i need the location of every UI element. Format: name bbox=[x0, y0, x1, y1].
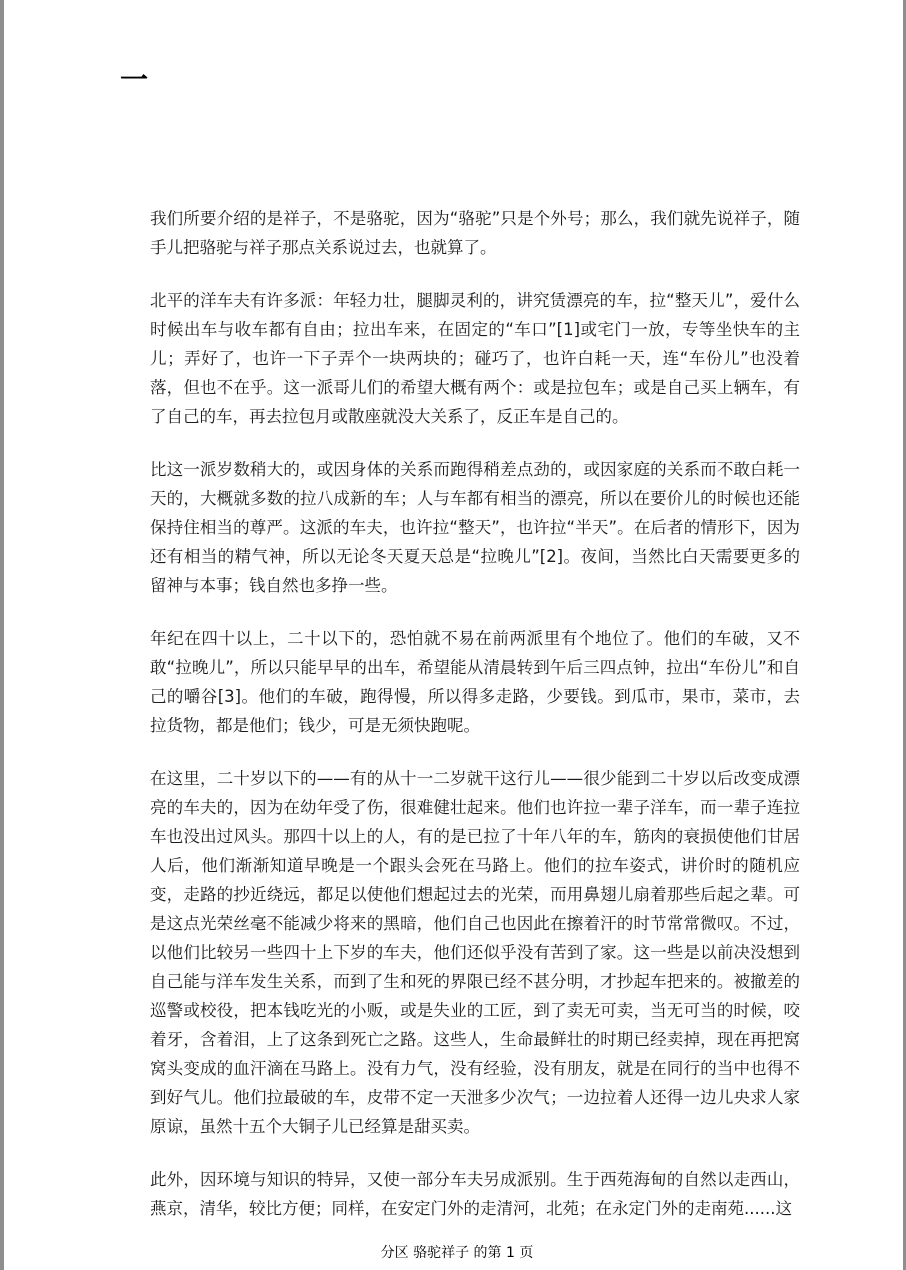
chapter-heading-mark: 一 bbox=[120, 63, 149, 96]
document-body bbox=[150, 204, 800, 1247]
paragraph-6: 此外，因环境与知识的特异，又使一部分车夫另成派别。生于西苑海甸的自然以走西山，燕京，清华，较比方便；同样，在安定门外的走清河，北苑；在永定门外的走南苑......这 bbox=[150, 1170, 800, 1218]
paragraph-1: 我们所要介绍的是祥子，不是骆驼，因为“骆驼”只是个外号；那么，我们就先说祥子，随手儿把骆驼与祥子那点关系说过去，也就算了。 bbox=[150, 209, 800, 257]
page-footer: 分区 骆驼祥子 的第 1 页 bbox=[380, 1245, 534, 1261]
paragraph-5: 在这里，二十岁以下的——有的从十一二岁就干这行儿——很少能到二十岁以后改变成漂亮的车夫的，因为在幼年受了伤，很难健壮起来。他们也许拉一辈子洋车，而一辈子连拉车也没出过风头。那四十以上的人，有的是已拉了十年八年的车，筋肉的衰损使他们甘居人后，他们渐渐知道早晚是一个跟头会死在马路上。他们的拉车姿式，讲价时的随机应变，走路的抄近绕远，都足以使他们想起过去的光荣，而用鼻翅儿扇着那些后起之辈。可是这点光荣丝毫不能减少将来的黑暗，他们自己也因此在擦着汗的时节常常微叹。不过，以他们比较另一些四十上下岁的车夫，他们还似乎没有苦到了家。这一些是以前决没想到自己能与洋车发生关系，而到了生和死的界限已经不甚分明，才抄起车把来的。被撤差的巡警或校役，把本钱吃光的小贩，或是失业的工匠，到了卖无可卖，当无可当的时候，咬着牙，含着泪，上了这条到死亡之路。这些人，生命最鲜壮的时期已经卖掉，现在再把窝窝头变成的血汗滴在马路上。没有力气，没有经验，没有朋友，就是在同行的当中也得不到好气儿。他们拉最破的车，皮带不定一天泄多少次气；一边拉着人还得一边儿央求人家原谅，虽然十五个大铜子儿已经算是甜买卖。 bbox=[150, 769, 800, 1136]
paragraph-3: 比这一派岁数稍大的，或因身体的关系而跑得稍差点劲的，或因家庭的关系而不敢白耗一天的，大概就多数的拉八成新的车；人与车都有相当的漂亮，所以在要价儿的时候也还能保持住相当的尊严。这派的车夫，也许拉“整天”，也许拉“半天”。在后者的情形下，因为还有相当的精气神，所以无论冬天夏天总是“拉晚儿”[2]。夜间，当然比白天需要更多的留神与本事；钱自然也多挣一些。 bbox=[150, 460, 800, 595]
paragraph-4: 年纪在四十以上，二十以下的，恐怕就不易在前两派里有个地位了。他们的车破，又不敢“拉晚儿”，所以只能早早的出车，希望能从清晨转到午后三四点钟，拉出“车份儿”和自己的嚼谷[3]。他们的车破，跑得慢，所以得多走路，少要钱。到瓜市，果市，菜市，去拉货物，都是他们；钱少，可是无须快跑呢。 bbox=[150, 629, 800, 735]
paragraph-2: 北平的洋车夫有许多派：年轻力壮，腿脚灵利的，讲究赁漂亮的车，拉“整天儿”，爱什么时候出车与收车都有自由；拉出车来，在固定的“车口”[1]或宅门一放，专等坐快车的主儿；弄好了，也许一下子弄个一块两块的；碰巧了，也许白耗一天，连“车份儿”也没着落，但也不在乎。这一派哥儿们的希望大概有两个：或是拉包车；或是自己买上辆车，有了自己的车，再去拉包月或散座就没大关系了，反正车是自己的。 bbox=[150, 291, 800, 426]
